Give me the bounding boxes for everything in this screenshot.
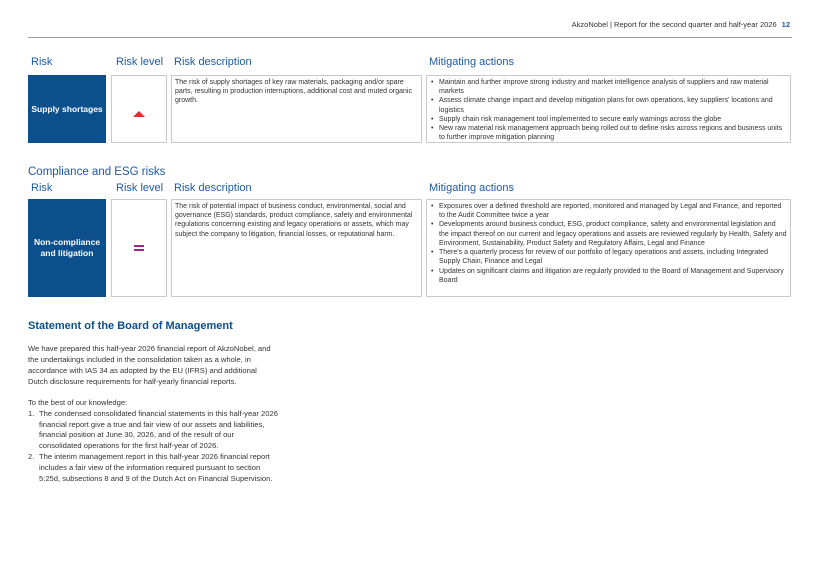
col-header-risk: Risk bbox=[31, 182, 53, 194]
mitigating-actions-list bbox=[430, 78, 787, 143]
list-item: • There's a quarterly process for review of our portfolio of legacy operations and assets, including Integrated Supply Chain, Finance and Legal bbox=[430, 248, 787, 266]
risk-level-cell bbox=[111, 75, 167, 143]
col-header-risk-description: Risk description bbox=[174, 56, 252, 68]
risk-description-cell: The risk of potential impact of business conduct, environmental, social and governance (ESG) standards, product compliance, safety and environmental regulations concerning existing and legacy operations or assets, which may subject the company to litigation, financial losses, or reputational harm. bbox=[171, 199, 422, 297]
col-header-risk-description: Risk description bbox=[174, 182, 252, 194]
risk-description-cell: The risk of supply shortages of key raw materials, packaging and/or spare parts, resulting in production interruptions, additional cost and muted organic growth. bbox=[171, 75, 422, 143]
risk-row-supply-shortages bbox=[28, 75, 791, 143]
mitigating-actions-cell bbox=[426, 75, 791, 143]
triangle-up-icon bbox=[133, 111, 145, 117]
page-number: 12 bbox=[781, 20, 790, 29]
mitigating-actions-cell bbox=[426, 199, 791, 297]
col-header-risk: Risk bbox=[31, 56, 53, 68]
statement-paragraph: We have prepared this half-year 2026 financial report of AkzoNobel, and the undertakings included in the consolidation taken as a whole, in accordance with IAS 34 as adopted by the EU (IFRS) and additional Dutch disclosure requirements for half-yearly financial reports. bbox=[28, 344, 271, 386]
list-item: • Assess climate change impact and develop mitigation plans for own operations, key suppliers' locations and logistics bbox=[430, 96, 787, 114]
list-item: • Supply chain risk management tool implemented to secure early warnings across the globe bbox=[430, 115, 787, 124]
header-divider bbox=[28, 37, 792, 38]
equals-icon bbox=[134, 245, 144, 251]
mitigating-actions-list bbox=[430, 202, 787, 285]
statement-list bbox=[28, 409, 278, 485]
list-item: 2. The interim management report in this half-year 2026 financial report includes a fair view of the information required pursuant to section 5:25d, subsections 8 and 9 of the Dutch Act on Financial Supervision. bbox=[28, 452, 273, 484]
list-item: • Exposures over a defined threshold are reported, monitored and managed by Legal and Finance, and reported to the Audit Committee twice a year bbox=[430, 202, 787, 220]
list-item: • Maintain and further improve strong industry and market intelligence analysis of suppliers and raw material markets bbox=[430, 78, 787, 96]
risk-level-cell bbox=[111, 199, 167, 297]
risk-name-cell: Supply shortages bbox=[28, 75, 106, 143]
list-item: • Updates on significant claims and litigation are regularly provided to the Board of Management and Supervisory Board bbox=[430, 267, 787, 285]
page-header bbox=[572, 20, 790, 29]
risk-name-cell: Non-compliance and litigation bbox=[28, 199, 106, 297]
statement-title: Statement of the Board of Management bbox=[28, 320, 233, 332]
col-header-risk-level: Risk level bbox=[116, 56, 164, 68]
risk-row-non-compliance bbox=[28, 199, 791, 297]
list-item: • New raw material risk management approach being rolled out to define risks across regions and business units to further improve mitigation planning bbox=[430, 124, 787, 142]
statement-body bbox=[28, 344, 278, 485]
statement-intro: To the best of our knowledge: bbox=[28, 397, 128, 407]
list-item: • Developments around business conduct, ESG, product compliance, safety and environmental legislation and the impact thereof on our current and legacy operations and assets are reviewed regularly by Health, Safety and Environment, Sustainability, Product Safety and Regulatory Affairs, Legal and Finance bbox=[430, 220, 787, 248]
list-item: 1. The condensed consolidated financial statements in this half-year 2026 financial report give a true and fair view of our assets and liabilities, financial position at June 30, 2026, and of the result of our consolidated operations for the first half-year of 2026. bbox=[28, 408, 278, 451]
report-title: AkzoNobel | Report for the second quarter and half-year 2026 bbox=[571, 20, 777, 29]
section-title-compliance-esg: Compliance and ESG risks bbox=[28, 166, 166, 178]
col-header-mitigating-actions: Mitigating actions bbox=[429, 182, 514, 194]
col-header-mitigating-actions: Mitigating actions bbox=[429, 56, 514, 68]
col-header-risk-level: Risk level bbox=[116, 182, 164, 194]
